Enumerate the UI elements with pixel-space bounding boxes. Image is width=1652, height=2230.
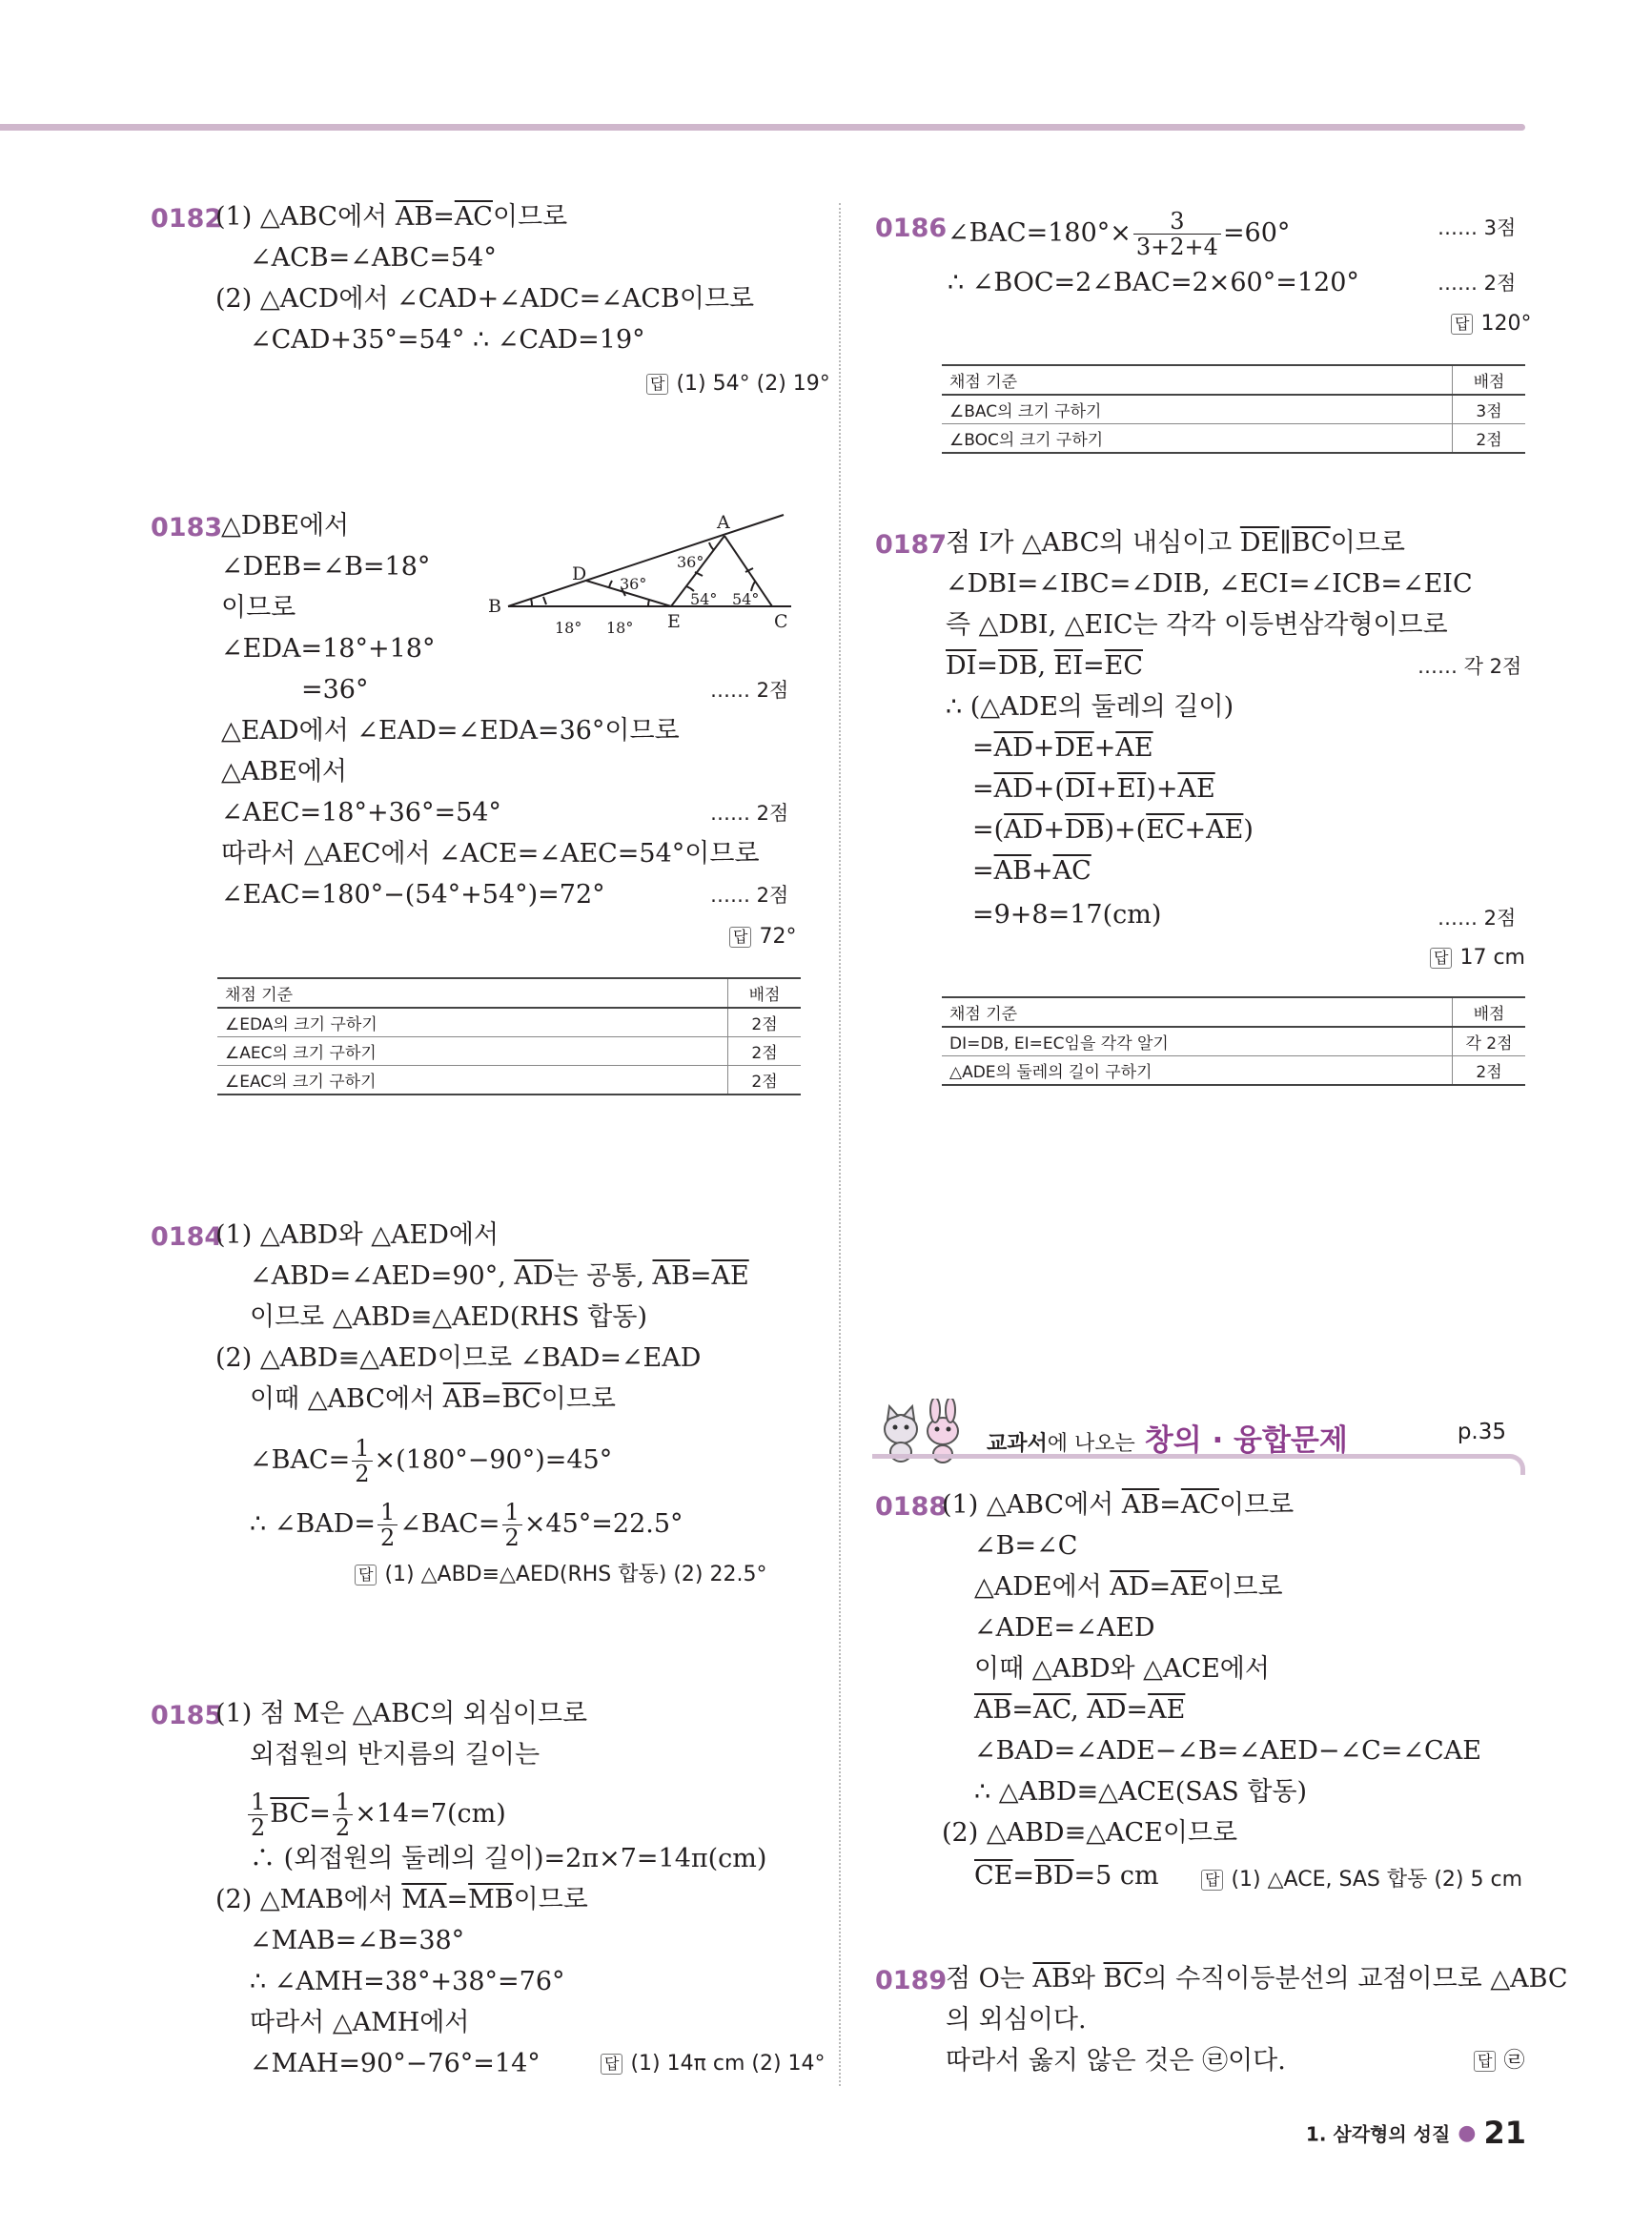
solution-line: (2) △ABD≡△ACE이므로 (942, 1818, 1238, 1848)
score-mark: …… 각 2점 (1417, 655, 1522, 678)
page-number: 21 (1483, 2115, 1526, 2151)
triangle-figure (477, 505, 801, 639)
angle-label: 54° (732, 590, 760, 608)
solution-line: ∴ ∠BOC=2∠BAC=2×60°=120° (948, 268, 1359, 297)
solution-line: ∠AEC=18°+36°=54° (221, 798, 501, 828)
solution-line: ∠BAC=180°× $\frac{3}{3+2+4}$ =60° (948, 208, 1291, 260)
problem-number: 0188 (875, 1492, 948, 1522)
table-header: 채점 기준 (942, 365, 1453, 395)
angle-arc (709, 542, 714, 550)
angle-arc (609, 581, 612, 587)
fraction: $\frac{1}{2}$ (502, 1500, 522, 1550)
solution-line: 외접원의 반지름의 길이는 (250, 1740, 540, 1770)
answer: 답 (1) 54° (2) 19° (646, 370, 830, 399)
table-row: ∠AEC의 크기 구하기 2점 (217, 1037, 801, 1066)
solution-line: $\overline{AB}=\overline{AC}$, $\overline{AD}=\overline{AE}$ (974, 1695, 1186, 1725)
fraction: $\frac{1}{2}$ (352, 1436, 372, 1486)
table-header: 배점 (1453, 997, 1526, 1027)
table-header: 채점 기준 (217, 978, 728, 1008)
label-d: D (572, 563, 587, 584)
solution-line: 따라서 옳지 않은 것은 ㉣이다. (946, 2046, 1286, 2076)
answer: 답 17 cm (1430, 944, 1525, 972)
table-row: ∠EAC의 크기 구하기 2점 (217, 1066, 801, 1095)
solution-line: $\overline{CE}=\overline{BD}=5$ cm (974, 1861, 1159, 1891)
page-footer (1306, 2115, 1526, 2151)
problem-number: 0187 (875, 530, 948, 560)
solution-line: (1) 점 M은 △ABC의 외심이므로 (215, 1699, 588, 1729)
solution-line: 따라서 △AEC에서 ∠ACE=∠AEC=54°이므로 (221, 839, 760, 869)
solution-line: (2) △ACD에서 ∠CAD+∠ADC=∠ACB이므로 (215, 284, 755, 314)
score-mark: …… 2점 (1438, 907, 1517, 930)
solution-line: ∠ACB=∠ABC=54° (250, 243, 497, 273)
solution-line: $=\overline{AD}+(\overline{DI}+\overline{EI})+\overline{AE}$ (972, 774, 1215, 804)
table-header: 배점 (728, 978, 802, 1008)
solution-line: 이때 △ABC에서 $\overline{AB}=\overline{BC}$이므로 (250, 1384, 616, 1414)
solution-line: 이때 △ABD와 △ACE에서 (974, 1654, 1270, 1684)
solution-line: 따라서 △AMH에서 (250, 2008, 470, 2037)
angle-label: 54° (690, 590, 718, 608)
top-decor-bar (0, 124, 1525, 131)
tick-mark (543, 597, 546, 604)
solution-line: ∴ ∠BAD= $\frac{1}{2}$ ∠BAC= $\frac{1}{2}$ ×45°=22.5° (250, 1499, 683, 1551)
solution-line: $=(\overline{AD}+\overline{DB})+(\overline{EC}+\overline{AE})$ (972, 815, 1254, 845)
problem-number: 0189 (875, 1966, 948, 1995)
solution-line: $\overline{DI}=\overline{DB}$, $\overline{EI}=\overline{EC}$ (946, 651, 1143, 681)
solution-line: △EAD에서 ∠EAD=∠EDA=36°이므로 (221, 716, 680, 746)
solution-line: $\frac{1}{2}$ $\overline{BC}=$ $\frac{1}{2}$ ×14=7(cm) (246, 1790, 506, 1840)
solution-line: ∴ (외접원의 둘레의 길이)=2π×7=14π(cm) (250, 1844, 767, 1873)
solution-line: (1) △ABD와 △AED에서 (215, 1220, 500, 1250)
solution-line: 의 외심이다. (946, 2005, 1087, 2035)
solution-line: ∠MAH=90°−76°=14° (250, 2049, 540, 2078)
answer-mark: 답 (1474, 2051, 1496, 2072)
fraction: $\frac{1}{2}$ (248, 1790, 268, 1840)
solution-line: ∠DEB=∠B=18° (221, 552, 431, 582)
problem-number: 0183 (151, 513, 223, 542)
answer-mark: 답 (601, 2054, 622, 2075)
solution-line: ∠B=∠C (974, 1531, 1078, 1561)
solution-line: 점 I가 △ABC의 내심이고 $\overline{DE}\parallel\overline{BC}$이므로 (946, 528, 1405, 558)
answer: 답 (1) △ABD≡△AED(RHS 합동) (2) 22.5° (355, 1561, 766, 1589)
answer-mark: 답 (1201, 1870, 1223, 1891)
solution-line: 이므로 (221, 593, 296, 623)
table-row: DI=DB, EI=EC임을 각각 알기 각 2점 (942, 1027, 1525, 1056)
chapter-title: 1. 삼각형의 성질 (1305, 2122, 1451, 2146)
solution-line: $=\overline{AB}+\overline{AC}$ (972, 856, 1091, 886)
answer: 답 (1) △ACE, SAS 합동 (2) 5 cm (1201, 1866, 1522, 1894)
angle-arc (648, 600, 649, 606)
solution-line: =9+8=17(cm) (972, 900, 1162, 930)
column-divider (839, 203, 841, 2086)
table-header: 배점 (1453, 365, 1526, 395)
answer-mark: 답 (1451, 314, 1473, 335)
solution-line: 점 O는 $\overline{AB}$와 $\overline{BC}$의 수직이등분선의 교점이므로 △ABC (946, 1964, 1568, 1994)
angle-label: 18° (606, 619, 634, 637)
score-mark: …… 2점 (710, 884, 789, 907)
angle-label: 18° (555, 619, 582, 637)
problem-number: 0184 (151, 1222, 223, 1252)
solution-line: (1) △ABC에서 $\overline{AB}=\overline{AC}$이므로 (942, 1490, 1295, 1520)
fraction: $\frac{1}{2}$ (377, 1500, 398, 1550)
section-underline (872, 1454, 1525, 1475)
grading-table (942, 364, 1525, 454)
answer-mark: 답 (355, 1565, 377, 1586)
score-mark: …… 2점 (710, 802, 789, 825)
solution-line: (1) △ABC에서 $\overline{AB}=\overline{AC}$이므로 (215, 202, 568, 232)
solution-line: ∠BAC= $\frac{1}{2}$ ×(180°−90°)=45° (250, 1435, 613, 1487)
answer: 답 (1) 14π cm (2) 14° (601, 2050, 826, 2078)
section-title: 교과서에 나오는 창의 · 융합문제 (987, 1423, 1348, 1458)
label-a: A (717, 512, 730, 533)
score-mark: …… 2점 (710, 679, 789, 702)
solution-line: ∠DBI=∠IBC=∠DIB, ∠ECI=∠ICB=∠EIC (946, 569, 1473, 599)
label-b: B (488, 596, 501, 617)
solution-line: ∠ADE=∠AED (974, 1613, 1155, 1643)
section-page-ref: p.35 (1457, 1420, 1506, 1444)
solution-line: 이므로 △ABD≡△AED(RHS 합동) (250, 1302, 648, 1332)
solution-line: ∠EAC=180°−(54°+54°)=72° (221, 880, 605, 910)
solution-line: ∴ △ABD≡△ACE(SAS 합동) (974, 1777, 1308, 1807)
solution-line: ∠CAD+35°=54° ∴ ∠CAD=19° (250, 325, 645, 355)
table-header: 채점 기준 (942, 997, 1453, 1027)
angle-label: 36° (620, 575, 647, 593)
answer-mark: 답 (1430, 948, 1452, 969)
solution-line: (2) △ABD≡△AED이므로 ∠BAD=∠EAD (215, 1343, 702, 1373)
table-row: ∠EDA의 크기 구하기 2점 (217, 1008, 801, 1037)
problem-number: 0186 (875, 214, 948, 243)
angle-label: 36° (677, 553, 704, 571)
problem-number: 0182 (151, 204, 223, 234)
solution-line: ∠EDA=18°+18° (221, 634, 436, 664)
answer-mark: 답 (729, 927, 751, 948)
solution-line: △ABE에서 (221, 757, 347, 787)
table-row: ∠BOC의 크기 구하기 2점 (942, 424, 1525, 454)
solution-line: (2) △MAB에서 $\overline{MA}=\overline{MB}$이므로 (215, 1885, 588, 1914)
answer: 답 120° (1451, 310, 1531, 338)
bullet-icon: ● (1458, 2120, 1477, 2145)
grading-table (942, 996, 1525, 1086)
fraction: $\frac{1}{2}$ (333, 1790, 353, 1840)
score-mark: …… 2점 (1438, 272, 1517, 295)
answer: 답 ㉣ (1474, 2047, 1524, 2076)
solution-line: ∠ABD=∠AED=90°, $\overline{AD}$는 공통, $\overline{AB}=\overline{AE}$ (250, 1261, 749, 1291)
answer-mark: 답 (646, 374, 668, 395)
problem-number: 0185 (151, 1701, 223, 1730)
answer: 답 72° (729, 923, 796, 951)
label-e: E (667, 611, 681, 632)
fraction: $\frac{3}{3+2+4}$ (1133, 209, 1221, 259)
table-row: △ADE의 둘레의 길이 구하기 2점 (942, 1056, 1525, 1086)
solution-line: $=\overline{AD}+\overline{DE}+\overline{AE}$ (972, 733, 1153, 763)
table-row: ∠BAC의 크기 구하기 3점 (942, 395, 1525, 424)
solution-line: =36° (301, 675, 369, 705)
angle-arc (531, 599, 532, 606)
solution-line: ∴ ∠AMH=38°+38°=76° (250, 1967, 565, 1996)
solution-line: △DBE에서 (221, 511, 350, 541)
section-header (872, 1397, 1525, 1473)
solution-line: ∠MAB=∠B=38° (250, 1926, 465, 1955)
score-mark: …… 3점 (1438, 216, 1517, 239)
solution-line: 즉 △DBI, △EIC는 각각 이등변삼각형이므로 (946, 610, 1448, 640)
solution-line: ∴ (△ADE의 둘레의 길이) (946, 692, 1234, 722)
solution-line: ∠BAD=∠ADE−∠B=∠AED−∠C=∠CAE (974, 1736, 1481, 1766)
label-c: C (774, 611, 788, 632)
solution-line: △ADE에서 $\overline{AD}=\overline{AE}$이므로 (974, 1572, 1283, 1602)
grading-table (217, 977, 801, 1095)
